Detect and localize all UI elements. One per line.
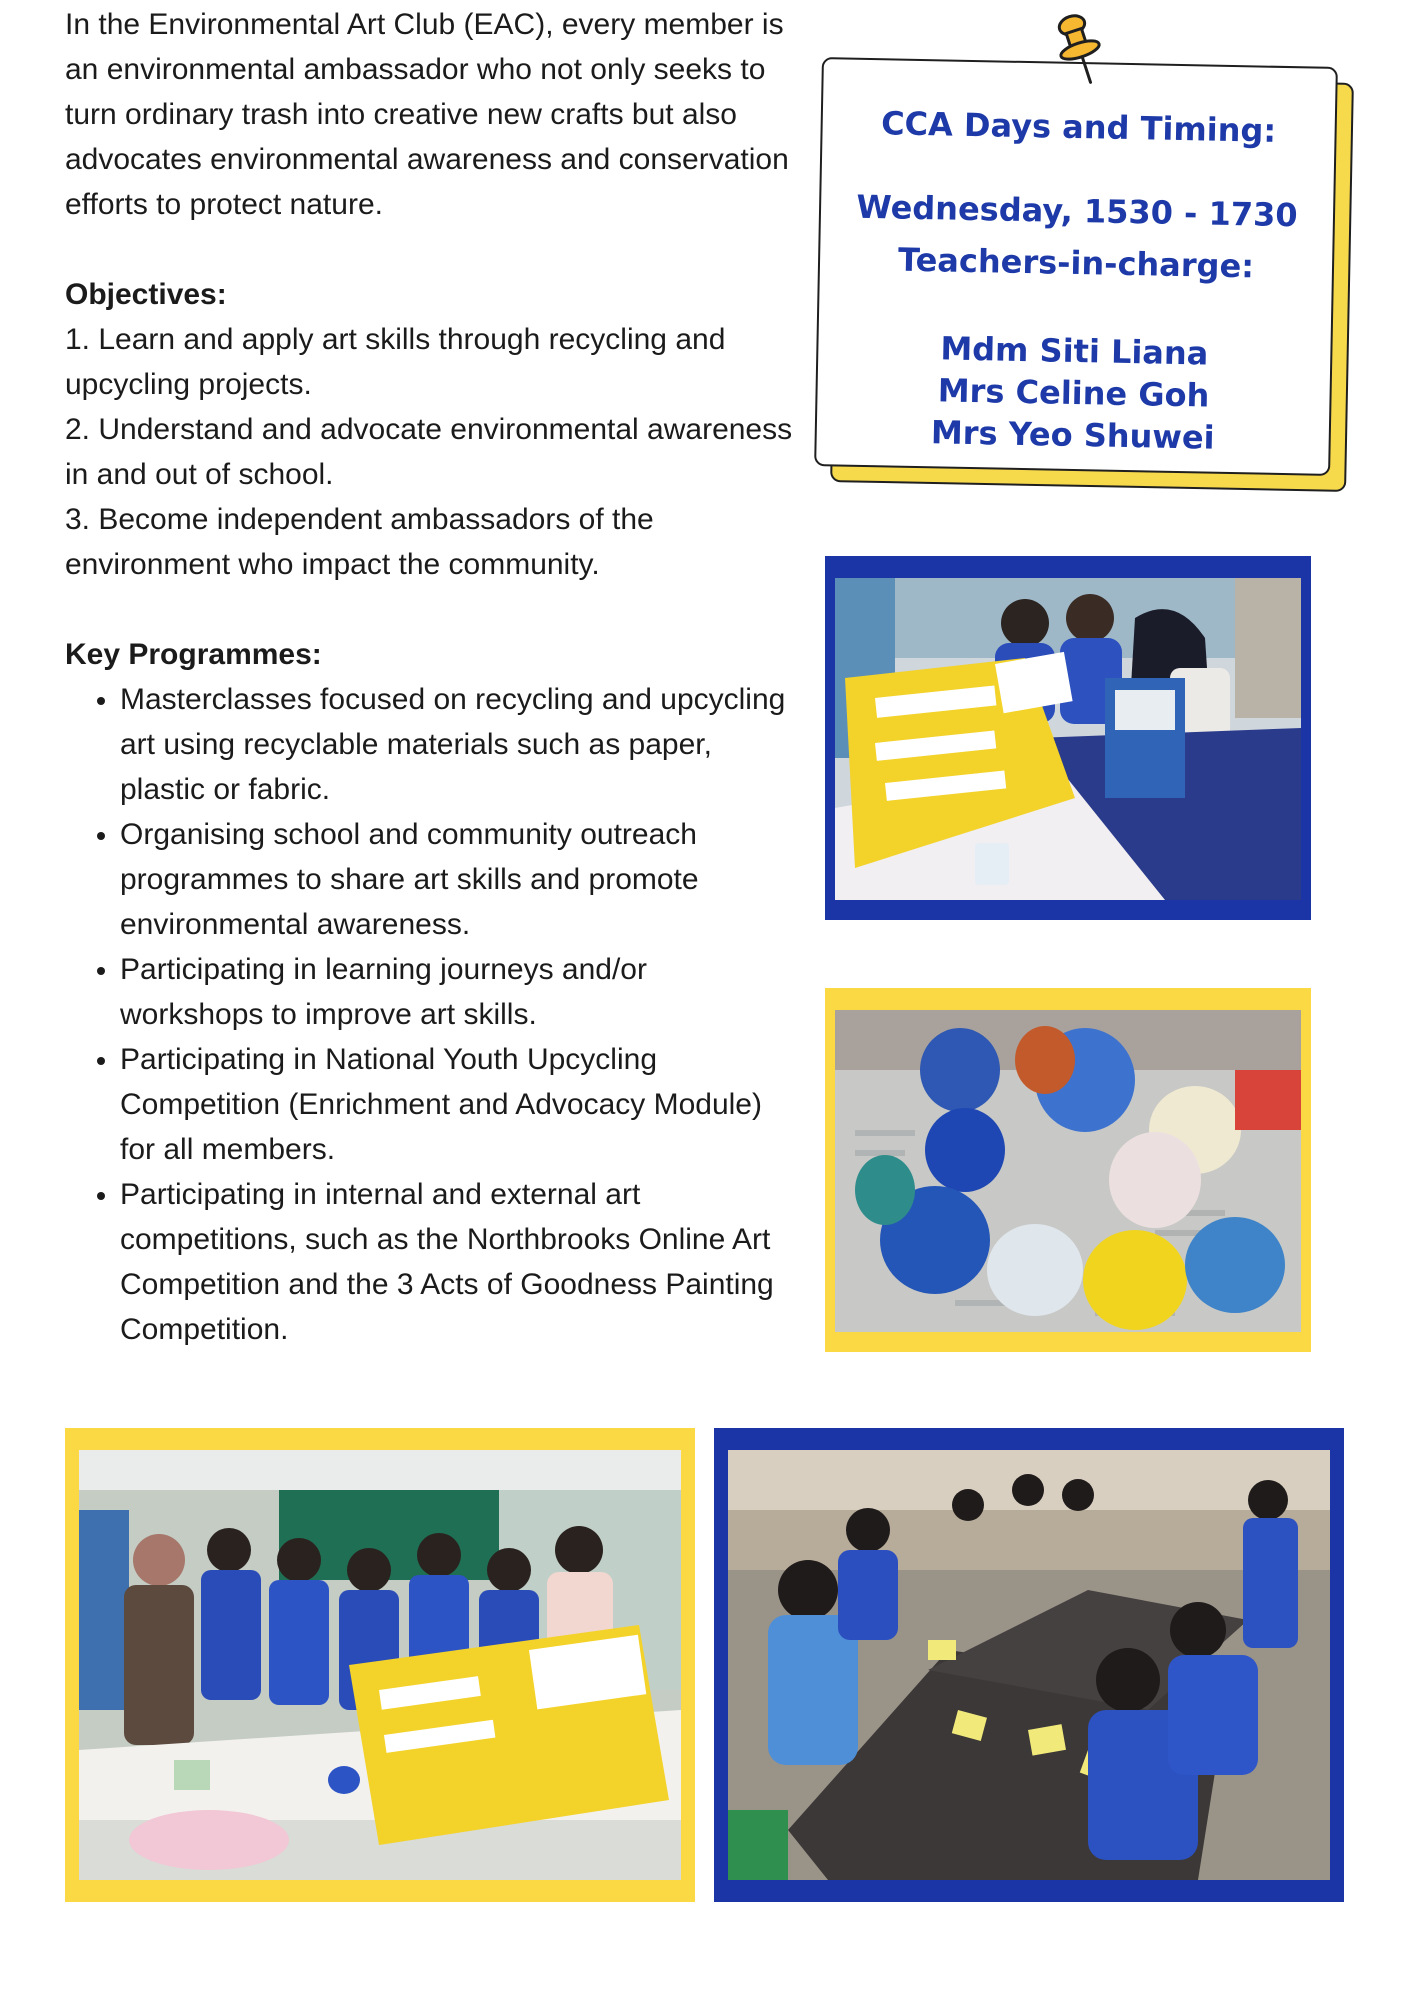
main-text-column bbox=[65, 2, 795, 1352]
programme-item: • Participating in learning journeys and/or workshops to improve art skills. bbox=[120, 947, 795, 1037]
booth-photo bbox=[835, 578, 1301, 900]
objective-item: 3. Become independent ambassadors of the environment who impact the community. bbox=[65, 503, 654, 581]
teacher-name: Mrs Celine Goh bbox=[937, 371, 1210, 415]
key-programmes-list bbox=[65, 677, 795, 1352]
teachers-heading: Teachers-in-charge: bbox=[897, 240, 1255, 286]
objectives-heading: Objectives: bbox=[65, 278, 227, 311]
programme-item: • Organising school and community outreach programmes to share art skills and promote environmental awareness. bbox=[120, 812, 795, 947]
cca-time: Wednesday, 1530 - 1730 bbox=[856, 187, 1298, 235]
objective-item: 2. Understand and advocate environmental awareness in and out of school. bbox=[65, 413, 793, 491]
programme-item: • Participating in internal and external art competitions, such as the Northbrooks Online Art Competition and the 3 Acts of Goodness Painting Competition. bbox=[120, 1172, 795, 1352]
key-programmes-heading: Key Programmes: bbox=[65, 638, 322, 671]
photo-frame-bottles bbox=[825, 988, 1311, 1352]
cca-days-heading: CCA Days and Timing: bbox=[880, 104, 1277, 150]
photo-frame-group bbox=[65, 1428, 695, 1902]
programme-item: • Participating in National Youth Upcycling Competition (Enrichment and Advocacy Module) for all members. bbox=[120, 1037, 795, 1172]
classroom-photo bbox=[728, 1450, 1330, 1880]
objective-item: 1. Learn and apply art skills through recycling and upcycling projects. bbox=[65, 323, 726, 401]
programme-item: • Masterclasses focused on recycling and upcycling art using recyclable materials such as paper, plastic or fabric. bbox=[120, 677, 795, 812]
teacher-name: Mdm Siti Liana bbox=[940, 329, 1209, 373]
group-photo bbox=[79, 1450, 681, 1880]
objectives-list bbox=[65, 317, 795, 587]
cca-info-card bbox=[814, 57, 1338, 476]
intro-paragraph: In the Environmental Art Club (EAC), every member is an environmental ambassador who not only seeks to turn ordinary trash into creative new crafts but also advocates environmental awareness and conservation efforts to protect nature. bbox=[65, 8, 789, 221]
photo-frame-booth bbox=[825, 556, 1311, 920]
upcycled-bottles-photo bbox=[835, 1010, 1301, 1332]
photo-frame-classroom bbox=[714, 1428, 1344, 1902]
pushpin-icon bbox=[1050, 10, 1110, 90]
teacher-name: Mrs Yeo Shuwei bbox=[930, 413, 1215, 457]
